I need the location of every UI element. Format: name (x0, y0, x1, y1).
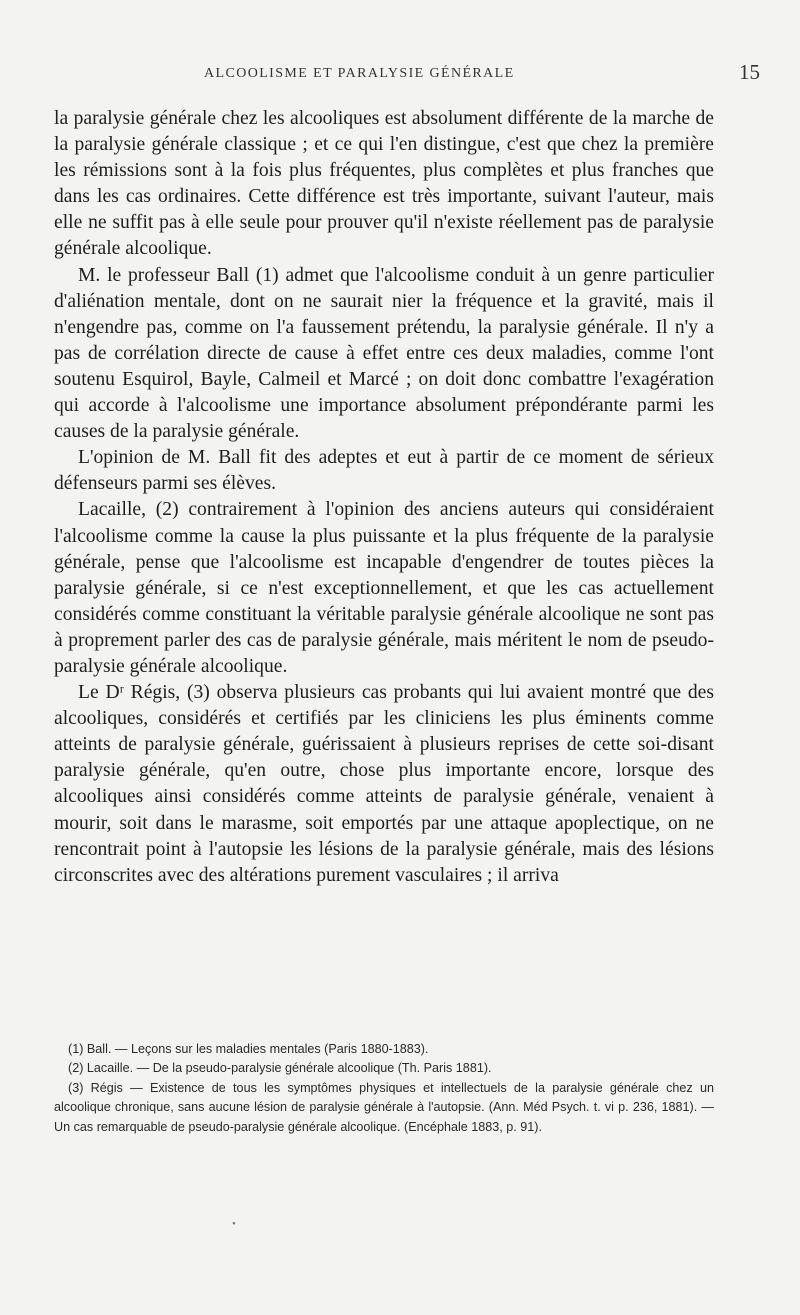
paragraph: Lacaille, (2) contrairement à l'opinion des anciens auteurs qui considéraient l'alcoolisme comme la cause la plus puissante et la plus fréquente de la paralysie générale, pense que l'alcoolisme est incapable d'engendrer de toutes pièces la paralysie générale, si ce n'est exceptionnellement, et que les cas actuellement considérés comme constituant la véritable paralysie générale alcoolique ne sont pas à proprement parler des cas de paralysie générale, mais méritent le nom de pseudo-paralysie générale alcoolique. (54, 499, 714, 677)
footnote: (2) Lacaille. — De la pseudo-paralysie générale alcoolique (Th. Paris 1881). (68, 1061, 492, 1076)
body-text (54, 106, 714, 889)
footnote: (1) Ball. — Leçons sur les maladies mentales (Paris 1880-1883). (68, 1042, 429, 1056)
paragraph: la paralysie générale chez les alcooliques est absolument différente de la marche de la paralysie générale classique ; et ce qui l'en distingue, c'est que chez la première les rémissions sont à la fois plus fréquentes, plus complètes et plus franches que dans les cas ordinaires. Cette différence est très importante, suivant l'auteur, mais elle ne suffit pas à elle seule pour prouver qu'il n'existe réellement pas de paralysie générale alcoolique. (54, 108, 714, 260)
paragraph: L'opinion de M. Ball fit des adeptes et eut à partir de ce moment de sérieux défenseurs parmi ses élèves. (54, 447, 714, 495)
page-number: 15 (739, 60, 760, 84)
paragraph: M. le professeur Ball (1) admet que l'alcoolisme conduit à un genre particulier d'aliénation mentale, dont on ne saurait nier la fréquence et la gravité, mais il n'engendre pas, comme on l'a faussement prétendu, la paralysie générale. Il n'y a pas de corrélation directe de cause à effet entre ces deux maladies, comme l'ont soutenu Esquirol, Bayle, Calmeil et Marcé ; on doit donc combattre l'exagération qui accorde à l'alcoolisme une importance absolument prépondérante parmi les causes de la paralysie générale. (54, 264, 714, 443)
stray-mark: • (232, 1218, 236, 1230)
running-head: ALCOOLISME ET PARALYSIE GÉNÉRALE (204, 66, 515, 81)
footnote: (3) Régis — Existence de tous les symptômes physiques et intellectuels de la paralysie générale chez un alcoolique chronique, sans aucune lésion de paralysie générale à l'autopsie. (Ann. Méd Psych. t. vi p. 236, 1881). — Un cas remarquable de pseudo-paralysie générale alcoolique. (Encéphale 1883, p. 91). (54, 1080, 714, 1134)
footnotes (54, 1040, 714, 1137)
paragraph: Le Dʳ Régis, (3) observa plusieurs cas probants qui lui avaient montré que des alcooliques, considérés et certifiés par les cliniciens les plus éminents comme atteints de paralysie générale, guérissaient à plusieurs reprises de cette soi-disant paralysie générale, qu'en outre, chose plus importante encore, lorsque des alcooliques ainsi considérés comme atteints de paralysie générale, venaient à mourir, soit dans le marasme, soit emportés par une attaque apoplectique, on ne rencontrait point à l'autopsie les lésions de la paralysie générale, mais des lésions circonscrites avec des altérations purement vasculaires ; il arriva (54, 682, 714, 886)
